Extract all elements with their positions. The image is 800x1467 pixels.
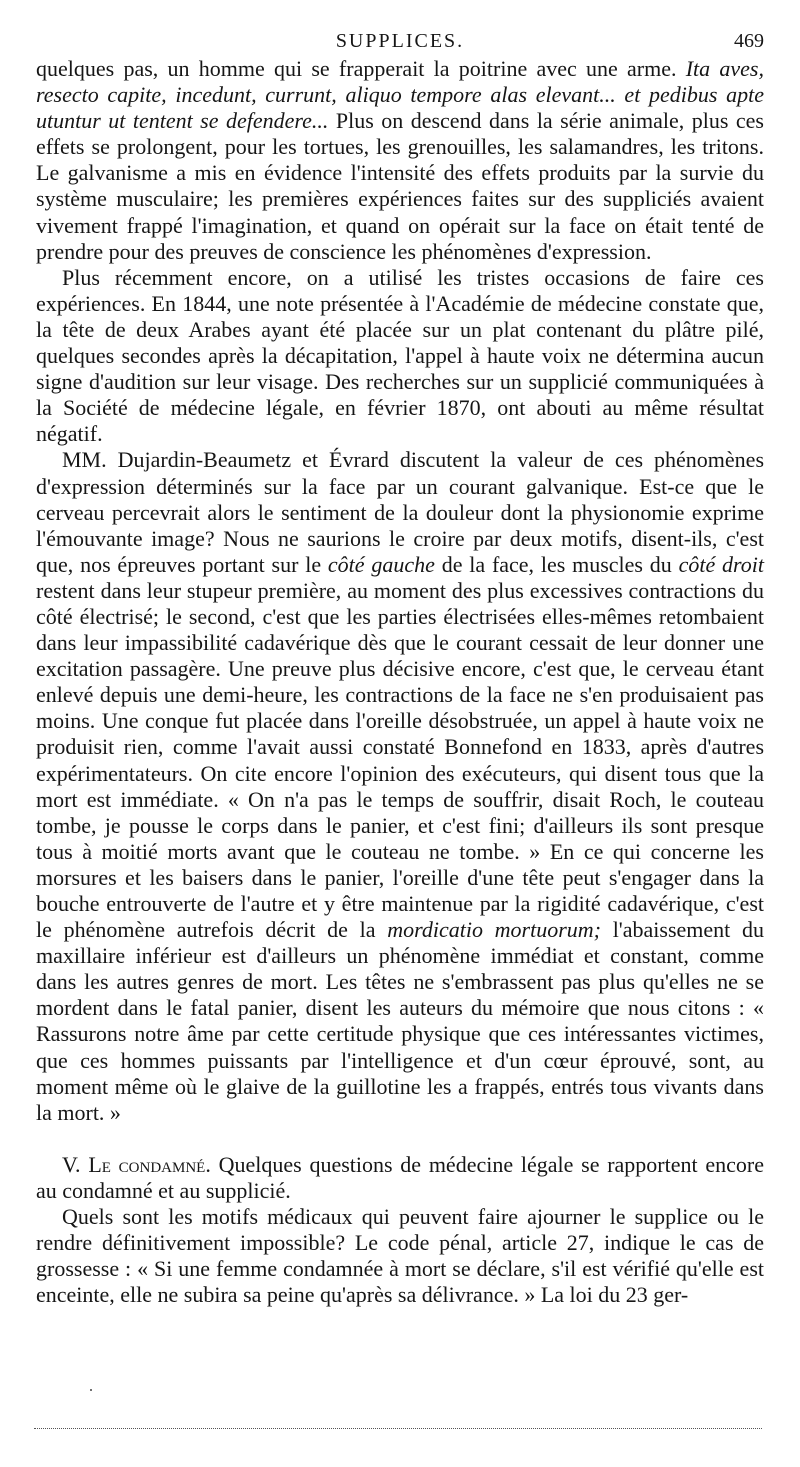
paragraph-1: [36, 56, 764, 265]
paragraph-3-text-c: de la face, les muscles du: [434, 551, 679, 577]
emphasis-cote-droit: côté droit: [678, 551, 765, 577]
paragraph-2: Plus récemment encore, on a utilisé les tristes occasions de faire ces expériences. En 1844, une note présentée à l'Académie de médecine constate que, la tête de deux Arabes ayant été placée sur un plat contenant du plâtre pilé, quelques secondes après la décapitation, l'appel à haute voix ne détermina aucun signe d'audition sur leur visage. Des recherches sur un supplicié communiquées à la Société de médecine légale, en février 1870, ont abouti au même résultat négatif.: [36, 264, 764, 447]
running-header: [36, 22, 764, 56]
page-number: 469: [734, 30, 764, 52]
paragraph-3-text-a: MM. Dujardin-Beaumetz et Évrard discutent la valeur de ces phénomènes d'expression déterminés sur la face par un courant galvanique. Est-ce que le cerveau percevrait alors le sentiment de la douleur dont la physionomie exprime l'émouvante image? Nous ne saurions le croire par deux motifs, disent-ils, c'est que, nos épreuves portant sur le: [36, 447, 764, 577]
bottom-dotted-rule: [34, 1428, 762, 1429]
section-number: V.: [62, 1151, 89, 1177]
page: [36, 22, 764, 1308]
paragraph-3-text-g: l'abaissement du maxillaire inférieur est d'ailleurs un phénomène immédiat et constant, comme dans les autres genres de mort. Les têtes ne s'embrassent pas plus qu'elles ne se mordent dans le fatal panier, disent les auteurs du mémoire que nous citons : « Rassurons notre âme par cette certitude physique que ces intéressantes victimes, que ces hommes puissants par l'intelligence et d'un cœur éprouvé, sont, au moment même où le glaive de la guillotine les a frappés, entrés tous vivants dans la mort. »: [36, 917, 764, 1125]
paragraph-5: Quels sont les motifs médicaux qui peuvent faire ajourner le supplice ou le rendre définitivement impossible? Le code pénal, article 27, indique le cas de grossesse : « Si une femme condamnée à mort se déclare, s'il est vérifié qu'elle est enceinte, elle ne subira sa peine qu'après sa délivrance. » La loi du 23 ger-: [36, 1204, 764, 1308]
paragraph-1-text-a: quelques pas, un homme qui se frapperait la poitrine avec une arme.: [36, 56, 686, 81]
section-gap: [36, 1126, 764, 1152]
latin-quotation: Ita aves, resecto capite, incedunt, currunt, aliquo tempore alas elevant... et pedibus apte utuntur ut tentent se defendere...: [36, 56, 764, 134]
running-title: SUPPLICES.: [335, 30, 465, 52]
emphasis-mordicatio: mordicatio mortuorum;: [387, 917, 601, 943]
emphasis-cote-gauche: côté gauche: [327, 551, 435, 577]
section-v-text: Quelques questions de médecine légale se rapportent encore au condamné et au supplicié.: [36, 1151, 764, 1203]
paragraph-3: [36, 447, 764, 1125]
print-speck: [90, 1389, 92, 1391]
paragraph-1-text-c: Plus on descend dans la série animale, plus ces effets se prolongent, pour les tortues, les grenouilles, les salamandres, les tritons. Le galvanisme a mis en évidence l'intensité des effets produits par la survie du système musculaire; les premières expériences faites sur des suppliciés avaient vivement frappé l'imagination, et quand on opérait sur la face on était tenté de prendre pour des preuves de conscience les phénomènes d'expression.: [36, 108, 764, 264]
section-v-paragraph: [36, 1152, 764, 1204]
paragraph-3-text-e: restent dans leur stupeur première, au moment des plus excessives contractions du côté électrisé; le second, c'est que les parties électrisées elles-mêmes retombaient dans leur impassibilité cadavérique dès que le courant cessait de leur donner une excitation passagère. Une preuve plus décisive encore, c'est que, le cerveau étant enlevé depuis une demi-heure, les contractions de la face ne s'en produisaient pas moins. Une conque fut placée dans l'oreille désobstruée, un appel à haute voix ne produisit rien, comme l'avait aussi constaté Bonnefond en 1833, après d'autres expérimentateurs. On cite encore l'opinion des exécuteurs, qui disent tous que la mort est immédiate. « On n'a pas le temps de souffrir, disait Roch, le couteau tombe, je pousse le corps dans le panier, et c'est fini; d'ailleurs ils sont presque tous à moitié morts avant que le couteau ne tombe. » En ce qui concerne les morsures et les baisers dans le panier, l'oreille d'une tête peut s'engager dans la bouche entrouverte de l'autre et y être maintenue par la rigidité cadavérique, c'est le phénomène autrefois décrit de la: [36, 577, 764, 943]
section-heading: Le condamné.: [88, 1151, 211, 1177]
